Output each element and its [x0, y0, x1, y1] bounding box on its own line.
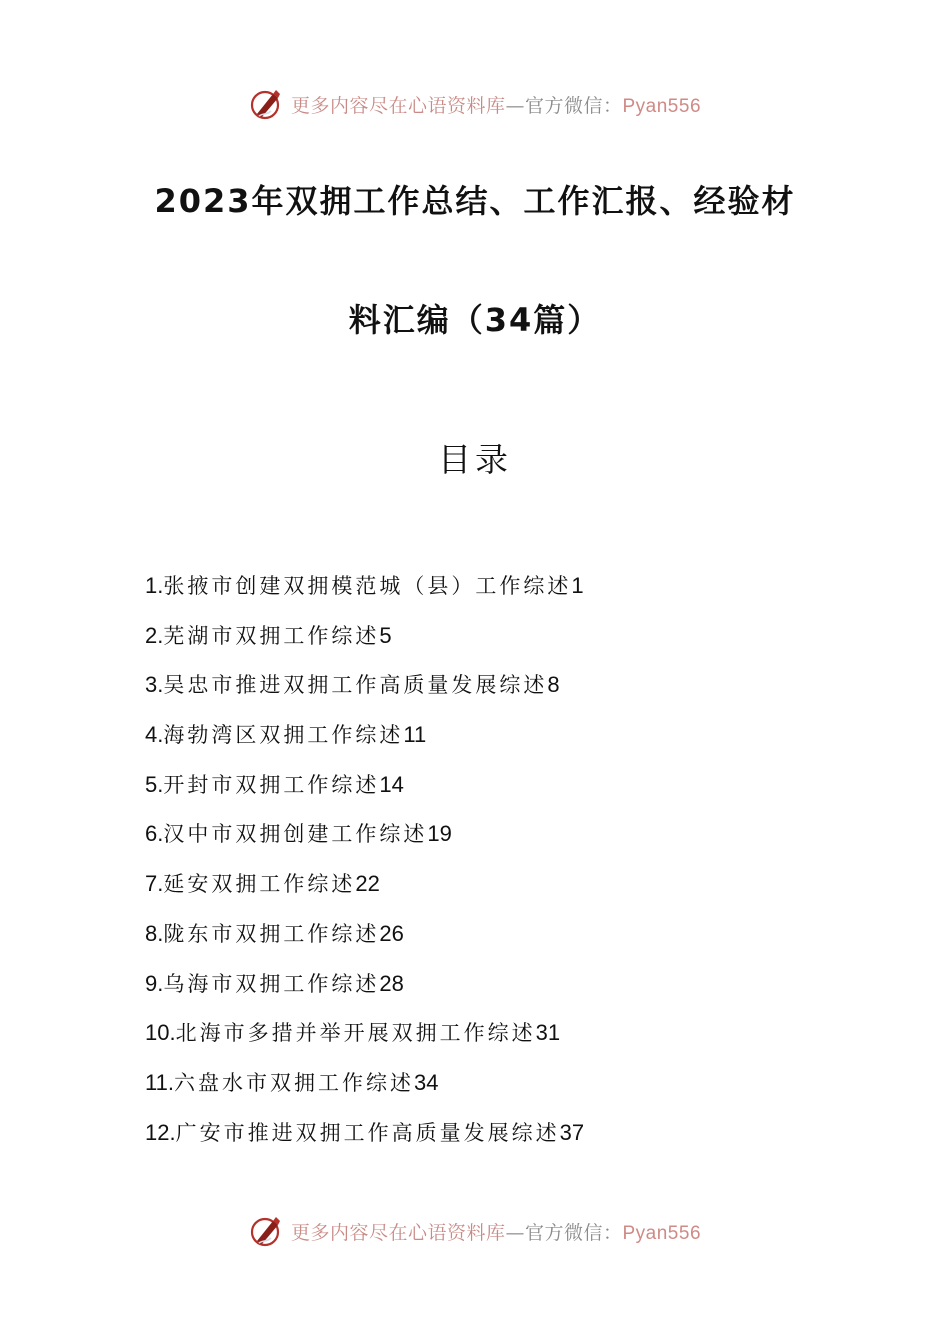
document-title-line-1: 2023年双拥工作总结、工作汇报、经验材: [154, 182, 796, 220]
toc-item-page: 14: [379, 771, 404, 797]
toc-item-number: 7.: [145, 871, 164, 897]
toc-item[interactable]: [145, 767, 584, 817]
toc-item[interactable]: [145, 966, 584, 1016]
toc-item-title: 汉中市双拥创建工作综述: [163, 822, 428, 847]
toc-item-page: 31: [535, 1020, 561, 1046]
toc-item[interactable]: [145, 618, 584, 668]
pen-circle-icon: [249, 86, 285, 122]
toc-item-title: 海勃湾区双拥工作综述: [163, 723, 404, 748]
toc-item-title: 吴忠市推进双拥工作高质量发展综述: [163, 673, 548, 698]
toc-item-number: 6.: [145, 821, 164, 847]
toc-item-page: 26: [379, 920, 404, 946]
toc-item-number: 9.: [145, 970, 164, 996]
header-watermark: [0, 84, 950, 124]
toc-item-number: 3.: [145, 672, 164, 698]
toc-item[interactable]: [145, 1065, 584, 1115]
toc-item-number: 10.: [145, 1020, 176, 1046]
toc-item[interactable]: [145, 1115, 584, 1165]
pen-circle-icon: [249, 1213, 285, 1249]
toc-item[interactable]: [145, 717, 584, 767]
toc-item-title: 延安双拥工作综述: [163, 872, 356, 897]
toc-heading: 目录: [438, 440, 512, 479]
toc-item-page: 5: [379, 622, 392, 648]
toc-item[interactable]: [145, 667, 584, 717]
toc-item-title: 北海市多措并举开展双拥工作综述: [175, 1021, 536, 1046]
toc-item-title: 乌海市双拥工作综述: [163, 971, 380, 996]
toc-item-title: 芜湖市双拥工作综述: [163, 623, 380, 648]
toc-item[interactable]: [145, 916, 584, 966]
toc-item-page: 34: [413, 1069, 439, 1095]
toc-item-title: 陇东市双拥工作综述: [163, 921, 380, 946]
toc-item-page: 19: [427, 821, 452, 847]
toc-item[interactable]: [145, 866, 584, 916]
toc-item-title: 六盘水市双拥工作综述: [173, 1070, 414, 1095]
watermark-text: 更多内容尽在心语资料库—官方微信：Pyan556: [290, 94, 702, 117]
footer-watermark: [0, 1211, 950, 1251]
toc-item-title: 广安市推进双拥工作高质量发展综述: [175, 1120, 560, 1145]
toc-item-number: 2.: [145, 622, 164, 648]
toc-item-page: 22: [355, 871, 380, 897]
toc-list: [145, 568, 584, 1164]
toc-item-page: 11: [403, 722, 427, 748]
watermark-text: 更多内容尽在心语资料库—官方微信：Pyan556: [290, 1221, 702, 1244]
toc-item-page: 1: [571, 573, 584, 598]
document-title-line-2: 料汇编（34篇）: [348, 301, 602, 339]
toc-item-number: 5.: [145, 771, 164, 797]
toc-item[interactable]: [145, 1015, 584, 1065]
toc-item-page: 8: [547, 672, 560, 698]
toc-item[interactable]: [145, 816, 584, 866]
toc-item-number: 8.: [145, 920, 164, 946]
toc-item-title: 开封市双拥工作综述: [163, 772, 380, 797]
toc-item-number: 11.: [145, 1069, 174, 1095]
toc-item[interactable]: [145, 568, 584, 618]
toc-item-title: 张掖市创建双拥模范城（县）工作综述: [163, 574, 572, 598]
toc-item-page: 37: [559, 1119, 585, 1145]
toc-item-number: 12.: [145, 1119, 176, 1145]
toc-item-number: 4.: [145, 722, 164, 748]
toc-item-number: 1.: [145, 573, 164, 598]
toc-item-page: 28: [379, 970, 404, 996]
